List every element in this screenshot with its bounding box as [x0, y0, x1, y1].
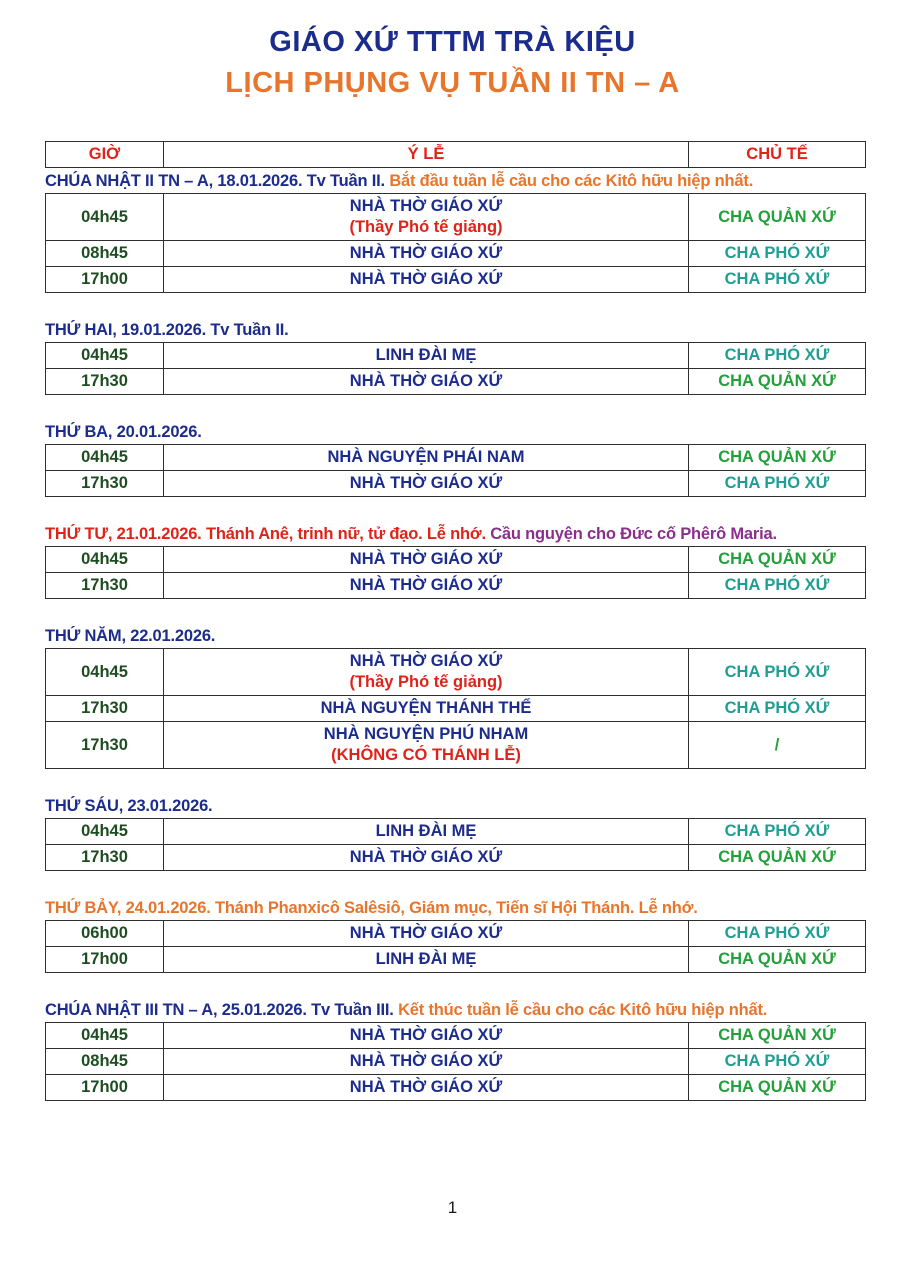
day-title-part: THỨ HAI, 19.01.2026. Tv Tuần II. — [45, 321, 289, 339]
mass-intention — [164, 921, 689, 947]
mass-intention-line: NHÀ THỜ GIÁO XỨ — [349, 474, 503, 492]
mass-intention-line: NHÀ THỜ GIÁO XỨ — [349, 550, 503, 568]
mass-row — [46, 947, 866, 973]
mass-celebrant: CHA QUẢN XỨ — [689, 1023, 866, 1049]
mass-intention-line: (Thầy Phó tế giảng) — [349, 218, 503, 236]
column-header-gio: GIỜ — [46, 142, 164, 168]
mass-time: 04h45 — [46, 194, 164, 241]
day-title-part: THỨ NĂM, 22.01.2026. — [45, 627, 216, 645]
mass-intention-line: NHÀ THỜ GIÁO XỨ — [349, 270, 503, 288]
mass-intention-line: NHÀ THỜ GIÁO XỨ — [349, 372, 503, 390]
mass-time: 04h45 — [46, 445, 164, 471]
day-title — [45, 171, 865, 191]
day-title-part: THỨ SÁU, 23.01.2026. — [45, 797, 213, 815]
mass-celebrant: CHA QUẢN XỨ — [689, 445, 866, 471]
mass-time: 08h45 — [46, 1049, 164, 1075]
day-mass-table — [45, 920, 866, 973]
mass-intention — [164, 194, 689, 241]
mass-time: 08h45 — [46, 241, 164, 267]
mass-intention-line: LINH ĐÀI MẸ — [375, 950, 477, 968]
day-section — [45, 171, 865, 293]
day-mass-table — [45, 444, 866, 497]
day-section — [45, 1000, 865, 1101]
mass-intention-line: (Thầy Phó tế giảng) — [349, 673, 503, 691]
day-section — [45, 320, 865, 395]
page-title: GIÁO XỨ TTTM TRÀ KIỆU — [269, 26, 636, 58]
mass-row — [46, 1023, 866, 1049]
mass-time: 17h30 — [46, 845, 164, 871]
mass-row — [46, 445, 866, 471]
day-section — [45, 796, 865, 871]
schedule-sections — [45, 171, 865, 1101]
mass-celebrant: CHA PHÓ XỨ — [689, 1049, 866, 1075]
mass-time: 17h30 — [46, 369, 164, 395]
column-header-y-le: Ý LỄ — [164, 142, 689, 168]
mass-intention — [164, 573, 689, 599]
day-mass-table — [45, 818, 866, 871]
mass-celebrant: CHA PHÓ XỨ — [689, 921, 866, 947]
mass-celebrant: CHA QUẢN XỨ — [689, 1075, 866, 1101]
column-header-row — [46, 142, 866, 168]
day-section — [45, 898, 865, 973]
mass-intention — [164, 819, 689, 845]
mass-intention — [164, 696, 689, 722]
mass-intention-line: LINH ĐÀI MẸ — [375, 346, 477, 364]
mass-celebrant: CHA QUẢN XỨ — [689, 547, 866, 573]
mass-intention — [164, 369, 689, 395]
mass-row — [46, 547, 866, 573]
column-header-chu-te: CHỦ TẾ — [689, 142, 866, 168]
day-title-part: Cầu nguyện cho Đức cố Phêrô Maria. — [490, 525, 777, 543]
mass-row — [46, 696, 866, 722]
mass-row — [46, 1075, 866, 1101]
mass-intention — [164, 445, 689, 471]
mass-row — [46, 1049, 866, 1075]
mass-intention — [164, 1049, 689, 1075]
day-title — [45, 422, 865, 442]
mass-celebrant: CHA PHÓ XỨ — [689, 241, 866, 267]
day-title — [45, 320, 865, 340]
day-section — [45, 524, 865, 599]
day-mass-table — [45, 648, 866, 769]
mass-row — [46, 573, 866, 599]
day-mass-table — [45, 342, 866, 395]
mass-time: 04h45 — [46, 343, 164, 369]
mass-intention — [164, 947, 689, 973]
mass-time: 04h45 — [46, 819, 164, 845]
mass-row — [46, 343, 866, 369]
mass-intention — [164, 471, 689, 497]
mass-celebrant: CHA QUẢN XỨ — [689, 947, 866, 973]
day-title — [45, 796, 865, 816]
mass-time: 17h00 — [46, 1075, 164, 1101]
mass-time: 17h30 — [46, 573, 164, 599]
mass-intention — [164, 722, 689, 769]
mass-celebrant: CHA QUẢN XỨ — [689, 845, 866, 871]
mass-intention — [164, 1023, 689, 1049]
mass-intention — [164, 343, 689, 369]
mass-celebrant: CHA PHÓ XỨ — [689, 343, 866, 369]
day-mass-table — [45, 1022, 866, 1101]
mass-intention — [164, 547, 689, 573]
day-title-part: Bắt đầu tuần lễ cầu cho các Kitô hữu hiệp nhất. — [389, 172, 754, 190]
mass-row — [46, 471, 866, 497]
mass-intention-line: NHÀ THỜ GIÁO XỨ — [349, 244, 503, 262]
mass-intention — [164, 649, 689, 696]
mass-intention-line: NHÀ THỜ GIÁO XỨ — [349, 1026, 503, 1044]
mass-intention-line: NHÀ THỜ GIÁO XỨ — [349, 652, 503, 670]
mass-row — [46, 649, 866, 696]
day-title — [45, 898, 865, 918]
mass-intention — [164, 845, 689, 871]
mass-time: 17h00 — [46, 267, 164, 293]
mass-intention — [164, 241, 689, 267]
mass-celebrant: CHA PHÓ XỨ — [689, 267, 866, 293]
mass-row — [46, 194, 866, 241]
day-title — [45, 1000, 865, 1020]
mass-intention-line: NHÀ THỜ GIÁO XỨ — [349, 1078, 503, 1096]
mass-celebrant: CHA QUẢN XỨ — [689, 369, 866, 395]
mass-intention-line: NHÀ NGUYỆN THÁNH THỂ — [320, 699, 532, 717]
day-title-part: THỨ BẢY, 24.01.2026. Thánh Phanxicô Salêsiô, Giám mục, Tiến sĩ Hội Thánh. Lễ nhớ. — [45, 899, 698, 917]
day-section — [45, 626, 865, 769]
mass-intention-line: NHÀ THỜ GIÁO XỨ — [349, 1052, 503, 1070]
mass-celebrant: CHA QUẢN XỨ — [689, 194, 866, 241]
liturgy-schedule — [45, 141, 865, 1101]
mass-intention-line: NHÀ THỜ GIÁO XỨ — [349, 848, 503, 866]
day-section — [45, 422, 865, 497]
mass-time: 06h00 — [46, 921, 164, 947]
mass-intention — [164, 1075, 689, 1101]
mass-time: 17h30 — [46, 722, 164, 769]
day-title-part: THỨ TƯ, 21.01.2026. Thánh Anê, trinh nữ, tử đạo. Lễ nhớ. — [45, 525, 491, 543]
mass-row — [46, 845, 866, 871]
mass-row — [46, 819, 866, 845]
page-subtitle: LỊCH PHỤNG VỤ TUẦN II TN – A — [225, 67, 680, 99]
mass-row — [46, 921, 866, 947]
day-title-part: CHÚA NHẬT III TN – A, 25.01.2026. Tv Tuần III. — [45, 1001, 399, 1019]
mass-row — [46, 722, 866, 769]
mass-time: 04h45 — [46, 547, 164, 573]
mass-celebrant: CHA PHÓ XỨ — [689, 819, 866, 845]
mass-row — [46, 267, 866, 293]
day-title — [45, 524, 865, 544]
mass-celebrant: CHA PHÓ XỨ — [689, 696, 866, 722]
mass-celebrant: / — [689, 722, 866, 769]
mass-row — [46, 241, 866, 267]
page-number: 1 — [447, 1198, 458, 1217]
schedule-header-table — [45, 141, 866, 168]
mass-intention-line: (KHÔNG CÓ THÁNH LỄ) — [331, 746, 521, 764]
mass-intention-line: NHÀ THỜ GIÁO XỨ — [349, 197, 503, 215]
mass-time: 17h30 — [46, 471, 164, 497]
day-mass-table — [45, 546, 866, 599]
day-title — [45, 626, 865, 646]
mass-celebrant: CHA PHÓ XỨ — [689, 573, 866, 599]
mass-intention-line: NHÀ NGUYỆN PHÁI NAM — [327, 448, 525, 466]
mass-celebrant: CHA PHÓ XỨ — [689, 471, 866, 497]
mass-row — [46, 369, 866, 395]
mass-intention — [164, 267, 689, 293]
mass-time: 04h45 — [46, 1023, 164, 1049]
day-title-part: Kết thúc tuần lễ cầu cho các Kitô hữu hiệp nhất. — [398, 1001, 768, 1019]
mass-time: 04h45 — [46, 649, 164, 696]
day-title-part: THỨ BA, 20.01.2026. — [45, 423, 202, 441]
mass-time: 17h00 — [46, 947, 164, 973]
mass-intention-line: NHÀ NGUYỆN PHÚ NHAM — [323, 725, 529, 743]
mass-celebrant: CHA PHÓ XỨ — [689, 649, 866, 696]
day-mass-table — [45, 193, 866, 293]
mass-time: 17h30 — [46, 696, 164, 722]
mass-intention-line: NHÀ THỜ GIÁO XỨ — [349, 924, 503, 942]
mass-intention-line: NHÀ THỜ GIÁO XỨ — [349, 576, 503, 594]
day-title-part: CHÚA NHẬT II TN – A, 18.01.2026. Tv Tuần II. — [45, 172, 390, 190]
mass-intention-line: LINH ĐÀI MẸ — [375, 822, 477, 840]
